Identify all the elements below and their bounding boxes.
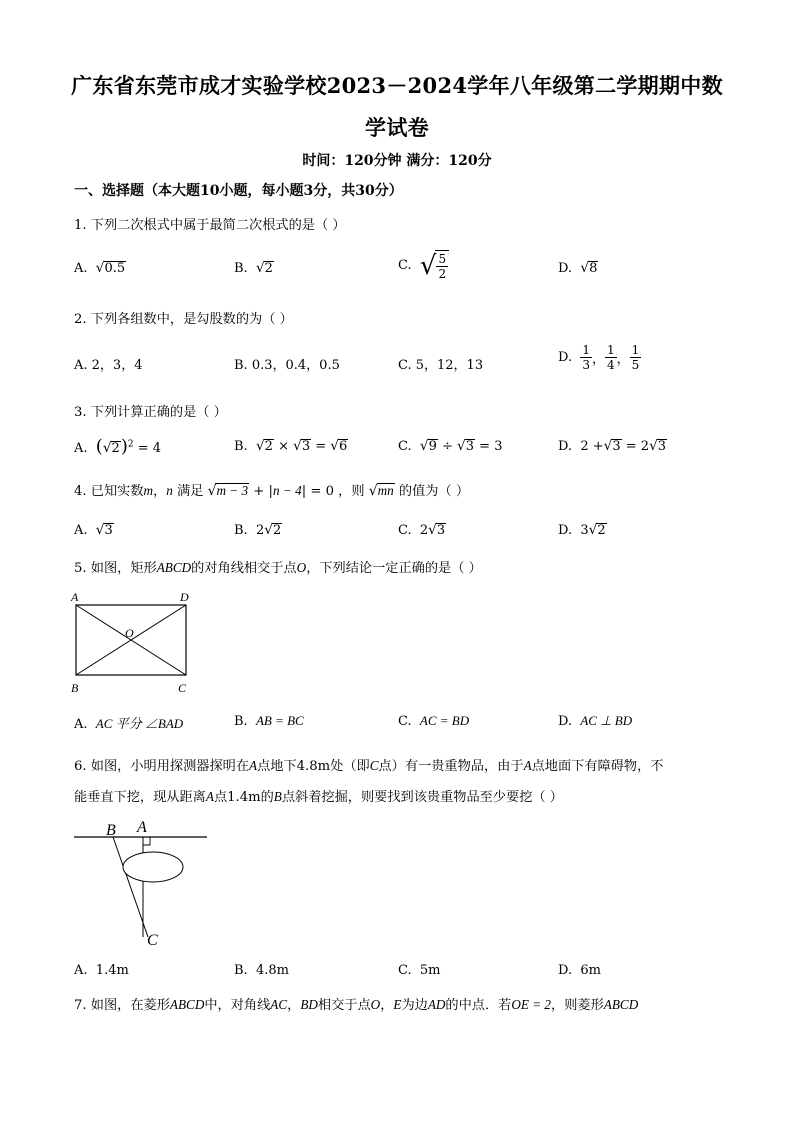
label-c: C <box>178 681 187 695</box>
q3-option-a: A. $(√2)^2 = 4$ <box>74 436 162 457</box>
q4-option-c: C. 2√3 <box>398 522 446 538</box>
label-c: C <box>147 932 158 949</box>
label-a: A <box>137 819 147 836</box>
right-angle-mark <box>143 837 150 845</box>
q6-option-c: C. 5m <box>398 963 441 978</box>
q2-option-b: B. 0.3，0.4，0.5 <box>234 358 340 373</box>
q5-option-a: A. AC 平分 ∠BAD <box>74 716 184 732</box>
q2-option-a: A. 2，3，4 <box>74 358 143 373</box>
dig-figure <box>70 815 210 950</box>
q7-stem: 7. 如图，在菱形ABCD中，对角线AC，BD相交于点O，E为边AD的中点．若OE = 2，则菱形ABCD <box>74 997 639 1013</box>
q6-stem-line2: 能垂直下挖，现从距离A点1.4m的B点斜着挖掘，则要找到该贵重物品至少要挖（ ） <box>74 789 563 805</box>
exam-title-line2: 学试卷 <box>365 115 429 140</box>
q3-stem: 3. 下列计算正确的是（ ） <box>74 405 227 420</box>
q3-option-c: C. √9 ÷ √3 = 3 <box>398 438 503 454</box>
exam-title-line1: 广东省东莞市成才实验学校2023－2024学年八年级第二学期期中数 <box>71 73 723 98</box>
q6-option-b: B. 4.8m <box>234 963 289 978</box>
q1-stem: 1. 下列二次根式中属于最简二次根式的是（ ） <box>74 218 346 233</box>
rectangle-figure <box>68 588 198 698</box>
label-o: O <box>125 626 134 640</box>
q2-option-d: D. $\frac{1}{3}$ ， $\frac{1}{4}$ ， $\frac{1}{5}$ <box>558 343 640 372</box>
q6-option-a: A. 1.4m <box>74 963 129 978</box>
q4-option-a: A. √3 <box>74 522 113 538</box>
q2-stem: 2. 下列各组数中，是勾股数的为（ ） <box>74 312 293 327</box>
q5-option-d: D. AC ⊥ BD <box>558 713 633 729</box>
label-b: B <box>106 822 116 839</box>
q6-option-d: D. 6m <box>558 963 601 978</box>
obstacle-ellipse <box>123 852 183 882</box>
q3-option-b: B. √2 × √3 = √6 <box>234 438 348 454</box>
q1-option-d: D. √8 <box>558 260 598 276</box>
q1-option-a: A. √0.5 <box>74 260 126 276</box>
q6-stem-line1: 6. 如图，小明用探测器探明在A点地下4.8m处（即C点）有一贵重物品，由于A点地面下有障碍物，不 <box>74 758 664 774</box>
q4-option-b: B. 2√2 <box>234 522 282 538</box>
q1-option-c: C. √ $\frac{5}{2}$ <box>398 250 449 281</box>
label-d: D <box>180 590 189 604</box>
q1-option-b: B. √2 <box>234 260 273 276</box>
q5-option-b: B. AB = BC <box>234 713 304 729</box>
exam-meta: 时间：120分钟 满分：120分 <box>302 153 492 169</box>
q5-option-c: C. AC = BD <box>398 713 470 729</box>
q4-option-d: D. 3√2 <box>558 522 606 538</box>
q3-option-d: D. 2 +√3 = 2√3 <box>558 438 667 454</box>
section-heading: 一、选择题（本大题10小题，每小题3分，共30分） <box>74 183 403 199</box>
q4-stem: 4. 已知实数m，n 满足 √m − 3 + |n − 4| = 0 ，则 √mn 的值为（ ） <box>74 483 470 499</box>
q2-option-c: C. 5，12，13 <box>398 358 484 373</box>
label-b: B <box>71 681 79 695</box>
label-a: A <box>71 590 79 604</box>
q5-stem: 5. 如图，矩形ABCD的对角线相交于点O，下列结论一定正确的是（ ） <box>74 560 482 576</box>
